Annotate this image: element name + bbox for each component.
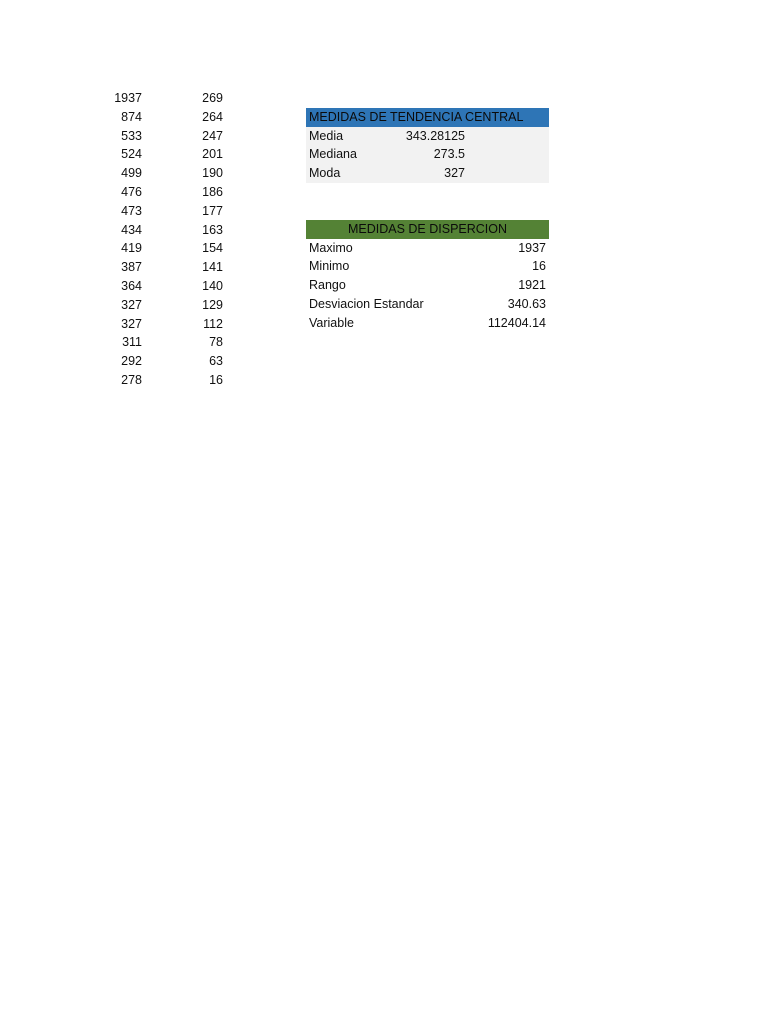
stat-value: 340.63 [507,296,546,311]
data-cell-a: 419 [121,241,142,256]
data-cell-a: 387 [121,260,142,275]
dispersion-body [306,239,549,333]
data-cell-b: 78 [209,335,223,350]
stat-label: Minimo [309,259,350,274]
data-row [100,221,232,240]
data-cell-a: 327 [121,316,142,331]
stat-value: 343.28125 [405,128,465,143]
data-cell-a: 278 [121,372,142,387]
data-cell-b: 112 [203,316,223,331]
data-cell-b: 163 [202,222,223,237]
stat-value: 273.5 [433,147,465,162]
stat-row-mediana [306,145,549,164]
stat-row-maximo [306,239,549,258]
data-cell-a: 1937 [114,91,142,105]
data-cell-a: 311 [122,335,142,350]
data-row [100,108,232,127]
data-row [100,371,232,390]
data-cell-a: 434 [121,222,142,237]
data-row [100,296,232,315]
data-cell-b: 129 [202,297,223,312]
data-cell-b: 190 [202,166,223,181]
data-cell-b: 186 [202,184,223,199]
stat-value: 327 [444,166,465,181]
data-cell-a: 499 [121,166,142,181]
stat-row-rango [306,276,549,295]
stat-row-minimo [306,257,549,276]
stat-row-moda [306,164,549,183]
data-row [100,239,232,258]
data-cell-a: 327 [121,297,142,312]
data-row [100,164,232,183]
stat-label: Variable [309,315,354,330]
data-cell-b: 141 [202,260,223,275]
data-cell-b: 140 [202,278,223,293]
data-row [100,202,232,221]
data-cell-b: 247 [202,128,223,143]
data-cell-b: 16 [209,372,223,387]
stat-value: 16 [532,259,546,274]
data-cell-b: 63 [209,354,223,369]
data-row [100,352,232,371]
data-cell-a: 524 [121,147,142,162]
data-cell-a: 473 [121,203,142,218]
stat-label: Desviacion Estandar [309,296,424,311]
stat-label: Maximo [309,240,353,255]
data-cell-b: 154 [202,241,223,256]
stat-label: Moda [309,166,341,181]
stat-value: 112404.14 [487,315,546,330]
data-row [100,277,232,296]
data-row [100,145,232,164]
data-cell-b: 201 [202,147,223,162]
data-row [100,183,232,202]
stat-value: 1921 [518,278,546,293]
data-row [100,89,232,108]
data-cell-b: 177 [202,203,223,218]
data-row [100,258,232,277]
raw-data-columns [100,89,232,390]
data-row [100,127,232,146]
stat-label: Rango [309,278,346,293]
stat-label: Mediana [309,147,357,162]
central-tendency-header: MEDIDAS DE TENDENCIA CENTRAL [306,108,549,127]
dispersion-header: MEDIDAS DE DISPERCION [306,220,549,239]
central-tendency-body [306,127,549,183]
stat-label: Media [309,128,344,143]
stat-row-variable [306,314,549,333]
data-cell-a: 476 [121,184,142,199]
data-cell-a: 874 [121,109,142,124]
data-cell-a: 533 [121,128,142,143]
data-cell-b: 264 [202,109,223,124]
data-cell-a: 292 [121,354,142,369]
dispersion-table [306,220,549,332]
data-row [100,315,232,334]
data-cell-b: 269 [202,91,223,105]
data-cell-a: 364 [121,278,142,293]
stat-value: 1937 [518,240,546,255]
data-row [100,333,232,352]
stat-row-media [306,127,549,146]
stat-row-desviacion-estandar [306,295,549,314]
central-tendency-table [306,108,549,183]
